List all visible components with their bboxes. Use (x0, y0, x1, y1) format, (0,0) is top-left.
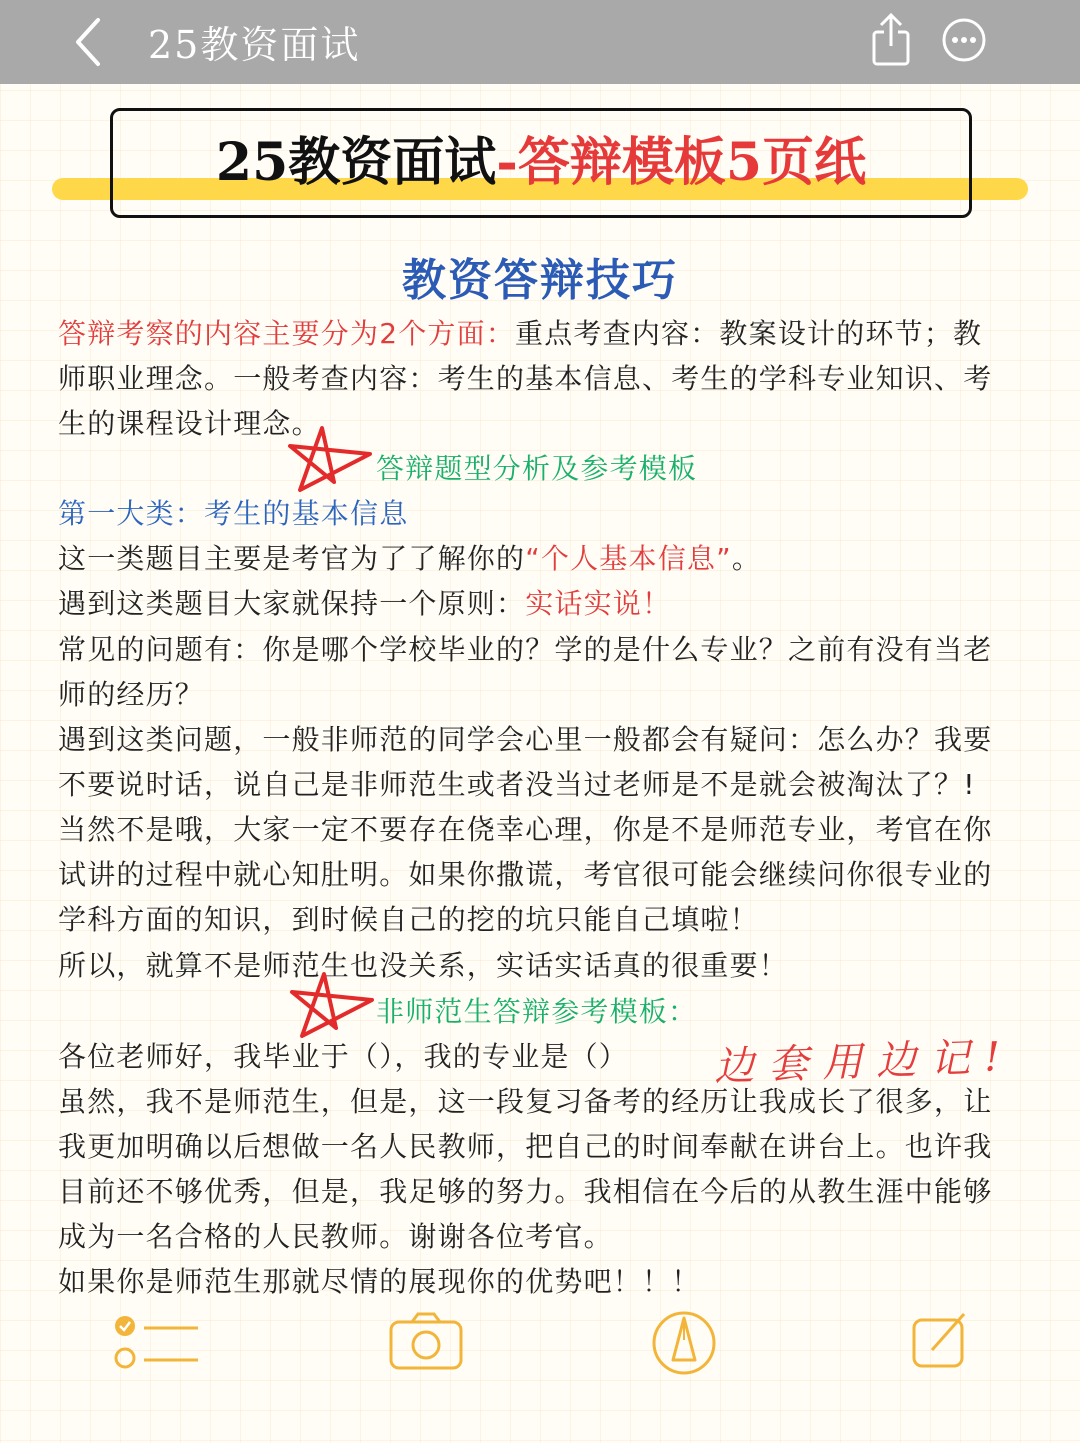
checklist-button[interactable] (112, 1310, 202, 1378)
more-icon (940, 16, 988, 64)
share-icon (866, 12, 916, 68)
back-button[interactable] (60, 6, 120, 76)
paragraph-4-line-3: 当然不是哦，大家一定不要存在侥幸心理，你是不是师范专业，考官在你 (58, 813, 993, 846)
share-button[interactable] (866, 12, 916, 68)
camera-button[interactable] (388, 1310, 464, 1378)
checklist-icon (112, 1310, 202, 1374)
more-options-button[interactable] (940, 16, 988, 64)
subheading-template: 非师范生答辩参考模板： (376, 995, 698, 1028)
paragraph-1-end: 。 (731, 542, 762, 575)
pen-icon (651, 1310, 717, 1376)
chevron-left-icon (60, 6, 120, 76)
star-icon (282, 424, 374, 496)
paragraph-1-text: 这一类题目主要是考官为了了解你的 (58, 542, 526, 575)
paragraph-3-line-2: 师的经历？ (58, 678, 205, 711)
paragraph-2 (58, 584, 671, 624)
subheading-analysis: 答辩题型分析及参考模板 (376, 452, 698, 485)
template-line-3: 我更加明确以后想做一名人民教师，把自己的时间奉献在讲台上。也许我 (58, 1130, 993, 1163)
intro-line-1 (58, 314, 982, 354)
page-title: 25教资面试 (148, 23, 361, 67)
intro-line-2: 师职业理念。一般考查内容：考生的基本信息、考生的学科专业知识、考 (58, 362, 993, 395)
intro-highlight: 答辩考察的内容主要分为2个方面： (58, 317, 516, 350)
top-navigation-bar (0, 0, 1080, 84)
paragraph-2-text: 遇到这类题目大家就保持一个原则： (58, 587, 526, 620)
edit-icon (910, 1310, 970, 1370)
handwritten-note: 边套用边记! (713, 1033, 1015, 1091)
paragraph-5: 所以，就算不是师范生也没关系，实话实话真的很重要！ (58, 949, 789, 982)
paragraph-1-highlight: “个人基本信息” (525, 542, 732, 575)
template-line-1: 各位老师好，我毕业于（），我的专业是（） (58, 1040, 629, 1073)
section-heading: 教资答辩技巧 (402, 255, 678, 306)
camera-icon (388, 1310, 464, 1374)
star-icon (284, 970, 376, 1042)
intro-line-3: 生的课程设计理念。 (58, 407, 321, 440)
title-dash: - (496, 132, 518, 193)
paragraph-4-line-1: 遇到这类问题，一般非师范的同学会心里一般都会有疑问：怎么办？我要 (58, 723, 993, 756)
paragraph-4-line-4: 试讲的过程中就心知肚明。如果你撒谎，考官很可能会继续问你很专业的 (58, 858, 993, 891)
paragraph-4-line-2: 不要说时话，说自己是非师范生或者没当过老师是不是就会被淘汰了？! (58, 768, 976, 801)
paragraph-2-highlight: 实话实说！ (525, 587, 672, 620)
category-heading: 第一大类：考生的基本信息 (58, 497, 409, 530)
template-line-6: 如果你是师范生那就尽情的展现你的优势吧！！！ (58, 1265, 701, 1298)
paragraph-3-line-1: 常见的问题有：你是哪个学校毕业的？学的是什么专业？之前有没有当老 (58, 633, 993, 666)
title-banner (110, 108, 972, 218)
edit-button[interactable] (910, 1310, 970, 1374)
template-line-2: 虽然，我不是师范生，但是，这一段复习备考的经历让我成长了很多，让 (58, 1085, 993, 1118)
pen-button[interactable] (651, 1310, 717, 1380)
template-line-5: 成为一名合格的人民教师。谢谢各位考官。 (58, 1220, 613, 1253)
title-highlight-text: 答辩模板5页纸 (517, 132, 867, 193)
paragraph-1 (58, 539, 761, 579)
template-line-4: 目前还不够优秀，但是，我足够的努力。我相信在今后的从教生涯中能够 (58, 1175, 993, 1208)
intro-rest: 重点考查内容：教案设计的环节；教 (515, 317, 983, 350)
title-main: 25教资面试 (215, 132, 497, 193)
paragraph-4-line-5: 学科方面的知识，到时候自己的挖的坑只能自己填啦！ (58, 903, 759, 936)
